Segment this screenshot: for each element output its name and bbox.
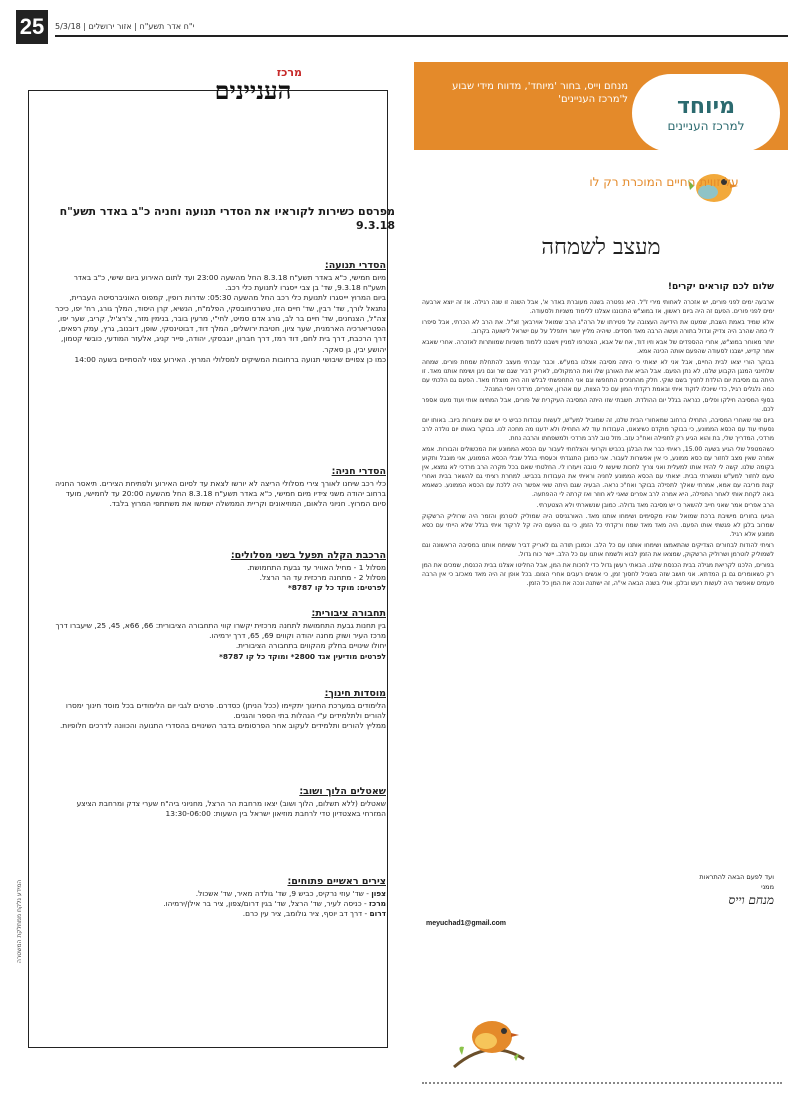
article-greeting: שלום לכם קוראים יקרים!	[667, 282, 774, 292]
section-title: הסדרי חניה:	[331, 466, 386, 477]
header-date-line: 5/3/18 | י"ח אדר תשע"ח | אזור ירושלים	[55, 22, 195, 31]
author-signature: מנחם וייס	[728, 892, 774, 907]
article-paragraph: כשהמטפל שלי הגיע בשעה 15.00, ראיתי כבר את הבלגן בכביש וקרועי והצלחתי לעבור עם הכסא הממונע את המכשולים והבורות. אמא אמרה שאין מצב לחזור עם כסא ממונע, כי אין אפשרות לעבור. אני כמובן התנגדתי וכעסתי בגלל שבלי הכסא הממונע, אני מוגבל ותקוע בקומה שלנו. קשה לי להזיז אותו למעלית ואני צריך לחכות שיעשו לי טובה ויעזרו לי. החלטתי שאם בכל מקרה הרב מרדכי לא נמצא, אין טעם לחזור למע"ש ונשארתי בבית. יצאתי עם הכסא הממונע לחניה וראיתי את העבודות בכביש. למחרת רציתי גם להשאר בבית ואחרי קצת מריבה עם אמא, אמרתי שאלך לתפילה בבוקר ואח"כ נראה. הבעיה שגם היתה שאי אפשר היה ללכת עם הכסא הממונע. כשאמא באה לקחת אותי לאחר התפילה, היא אמרה לרב אפרים שאני לא חוזר ואז קרתה לי ההפתעה.	[422, 446, 774, 499]
section-line: מסלול 2 - מתחנה מרכזית עד הר הרצל.	[259, 573, 386, 583]
section-line: מיום חמישי, כ"א באדר תשע"ח 8.3.18 החל מהשעה 23:00 ועד לתום האירוע ביום שישי, כ"ב באדר תשע"ח 9.3.18, שד' בן צבי ייסגרו לתנועת כלי רכב.	[73, 273, 386, 293]
section-title: שאטלים הלוך ושוב:	[299, 786, 386, 797]
article-signoff	[422, 872, 774, 908]
signoff-line: ועד לפעם הבאה להתראות	[699, 873, 774, 881]
section-open-roads	[54, 876, 386, 920]
section-shuttles	[54, 786, 386, 819]
article-paragraph: הרב אפרים אמר שאני חייב להשאר כי יש מסיבה מאד גדולה. כמובן שנשארתי ולא הצטערתי.	[536, 502, 774, 510]
section-title: הרכבת הקלה תפעל בשני מסלולים:	[230, 550, 386, 561]
banner-subtitle: מנחם וייס, בחור 'מיוחד', מדווח מידי שבוע ל'מרכז העניינים'	[452, 81, 628, 105]
article-paragraph: ארבעה ימים לפני פורים, יש אזכרה לאחותי מירי ז"ל. היא נפטרה בשנה מעוברת באדר א', אבל השנה זו שנה רגילה. אז זה יוצא ארבעה ימים לפני פורים. הפעם זה היה ביום ראשון, אז במוצ"ש התכוננו אצלנו ללימוד משניות ולסעודה.	[422, 299, 774, 316]
section-line: יחולו שינויים בחלק מהקווים בתחבורה הציבורית.	[235, 641, 386, 651]
article-title: מעצב לשמחה	[541, 235, 661, 260]
section-public-transport	[54, 608, 386, 662]
article-paragraph: אלא שמיד באמת השבת, שמענו את הידיעה העצובה על פטירתו של הרה"ג הרב שמואל אוירבאך זצ"ל. את הרב לא הכרתי, אבל סיפרו לי כמה שהרב היה צדיק וגדול בתורה ועשה הרבה מאד חסדים. שיהיה מליץ יושר ויתפלל על עם ישראל לישועה בקרוב.	[422, 319, 774, 336]
article-paragraph: בסוף המסיבה חילקו ופלים, כנראה בגלל יום ההולדת. חשבתי שזו היתה המסיבה העיקרית של פורים, אבל המחיצו אותי ועוד מעט אספר לכם.	[422, 397, 774, 414]
article-paragraph: ביום שני שאחרי המסיבה, התחילו ברחוב שמאחורי הבית שלנו, זה שמוביל למע"ש, לעשות עבודות כביש כי יש שם ציוגורות ביוב. באותו יום נסעתי עוד עם הכסא הממונע, כי בבוקר מוקדם כשיצאנו, העבודות עוד לא התחילו ולא ידענו מה מחכה לנו. בבוקר באותו יום נולדה לרב מרדכי, המדריך שלי, בת והוא הגיע רק לתפילה ואח"כ עזב. מזל טוב לרב מרדכי ולמשפחתו והרבה נחת.	[422, 417, 774, 443]
article-paragraph: יותר מאוחר במוצ"ש, אחרי ההספדים של אבא וזיו דוד, אח של אבא, הצטרפו למניין וישבנו ללמוד משניות שמוותרות לאזכרה. אחרי שאבא אמר קדיש, ישבנו לסעודה שהפעם אותה הכינה אמא.	[422, 339, 774, 356]
section-line: ביום המרוץ יייסגרו לתנועת כלי רכב החל מהשעה 05:30: שדרות רופין, קמפוס האוניברסיטה העברית, נתנאל לורך, שד' רבין, שד' חיים הזז, טשרניחובסקי, הפלמ"ח, הנשיא, קרן היסוד, המלך גורג, רח' יפו, כיכר צה"ל, הצנחנים, שד' חיים בר לב, גורג אדם סמיט, לחי"י, מרעין בובר, בנימין מזר, צ'רצ'יל, קריב, שער יפו, הפטריארכיה הארמנית, שער ציון, חטיבת ירושלים, המלך דוד, דבוטינסקי, שופן, דובנוב, גרץ, עמק רפאים, דרך הרכבת, דרך בית לחם, דוד רמז, דרך חברון, יוגבסקי, יהודה, פייר קניג, אלעזר המודעי, כובשי קטמון, יהושע יבין, גן סאקר.	[55, 293, 386, 354]
bird-illustration-icon	[444, 997, 534, 1072]
section-education	[54, 688, 386, 732]
column-logo-title: מיוחד	[677, 93, 735, 119]
column-article	[414, 62, 788, 1094]
section-traffic	[54, 260, 386, 365]
author-email[interactable]: meyuchad1@gmail.com	[426, 920, 506, 927]
article-body	[422, 298, 774, 818]
route-item: צפון - שד' עוזי נרקיס, כביש 9, שד' גולדה מאיר, שד' אשכול.	[195, 889, 386, 898]
column-tagline: על זווית החיים המוכרת רק לו	[589, 175, 739, 189]
section-info: לפרטים מודיעין אגד 2800* ומוקד כל קו 8787*	[219, 651, 386, 661]
section-parking	[54, 466, 386, 510]
article-paragraph: בבוקר הורי יצאו לבית החיים, אבל אני לא יצאתי כי היתה מסיבה אצלנו במע"ש. וכבר עברתי מעצב להתחלת שמחת פורים. שמחה שלחינגי המנגן הקבוע שלנו, לא נתן הפעם. אבל הביא את האורגן שלו ואת הרמקולים, לאריק דביר שגם שר וגם ניגן ושימח אותנו מאד. זו היתה גם מסיבת יום הולדת לחניך בשם שוקי. חלק מהחניכים התחפשו וגם אני התחפשתי לבלש וזה היה מוצלח מאד. הפעם גם הלכתי עם כמה נלגלים רגיל, כדי שיוכלו לזקוד איתי ובאמת רקדתי המון עם כל הצוות, עם אהרון, אפרים, מרדכי ויוסי המנהל.	[422, 359, 774, 394]
section-title: הסדרי תנועה:	[324, 260, 386, 271]
section-line: הלימודים במערכת החינוך יתקיימו (ככל הניתן) כסדרם. פרטים לגבי יום הלימודים בכל מוסד חינוך ימסרו להורים ולתלמידים ע"י הנהלות בתי הספר והגנים.	[65, 701, 386, 721]
section-line: ממליץ להורים ותלמידים לעקוב אחר הפרסומים בדבר השינויים בהסדרי התנועה והכוונה לדרכים חלופיות.	[60, 721, 386, 731]
section-title: תחבורה ציבורית:	[311, 608, 386, 619]
vertical-credit-note: המידע נלקח ממחלקת המשטרה	[16, 880, 23, 964]
article-paragraph: בפורים, הלכנו לקריאת מגילה בבית הכנסת שלנו. הבאתי רעשן גדול כדי לחכות את המן, אבל החליטו אצלנו בבית הכנסת, שמכים את המן רק כשאומרים גם בן המדתא. אני חושב שזה בשביל לחסוך זמן, כי אנשים רעבים אחרי הצום. בכל אופן זה היה מאד מאכזב כי אין הרבה פעמים שאפשר היה לעשות רעש ובלגן. אולי בשנה הבאה אי"ה, זה ישתנה ונכה את המן כל הזמן.	[422, 562, 774, 588]
article-paragraph: רציתי להודות לבחורים הצדיקים שהתאמצו ושימחו אותנו עם כל הלב. וכמובן תודה גם לאריק דביר ששימח אותנו במסיבה הראשונה וגם לשמוליק לוטרמן ושרוליק הרשקוק, שמצאו את הזמן לבוא ולשמח אותנו עם כל הלב. יישר כוח גדול.	[422, 542, 774, 559]
route-item: מרכז - כניסה לעיר, שד' הרצל, שד' בגין דרום/צפון, ציר בר אילן/ירמיהו.	[163, 899, 386, 909]
dotted-divider	[422, 1082, 782, 1084]
section-line: כלי רכב שיחנו לאורך צירי מסלולי הריצה לא יורשו לצאת עד לסיום האירוע ולפתיחת הצירים. תיאסר החניה ברחוב יהודה משני צידיו מיום חמישי, כ"א באדר תשע"ח 8.3.18 החל מהשעה 20:00 עד לחמישי, מועד סיום המרוץ. חניוני הלאום, המוזיאונים וקריית הממשלה ישמשו את משתתפי המרוץ בלבד.	[55, 479, 386, 509]
section-line: מסלול 1 - מחיל האוויר עד גבעת התחמושת.	[247, 563, 386, 572]
header-rule	[55, 35, 788, 37]
column-logo	[632, 74, 780, 152]
logo-main-text: העניינים	[214, 76, 292, 105]
section-line: שאטלים (ללא תשלום, הלוך ושוב) יצאו מרחבת הר הרצל, מחניוני ביה"ח שערי צדק ומרחבת הציצע המזרחי באצטדיון טדי לרחבת מוזיאון ישראל בין השעות: 13:30-06:00	[76, 799, 386, 819]
section-light-rail	[54, 550, 386, 594]
section-line: כמו כן צפויים שיבושי תנועה ברחובות המשיקים למסלולי המרוץ. האירוע צפוי להסתיים בשעה 14:00	[74, 354, 386, 364]
section-title: צירים ראשיים פתוחים:	[287, 876, 386, 887]
section-info: לפרטים: מוקד כל קו 8787*	[287, 583, 386, 593]
column-logo-subtitle: למרכז העניינים	[667, 118, 745, 133]
route-item: דרום - דרך דב יוסף, ציר גולומב, ציר עין כרם.	[242, 909, 386, 919]
section-line: בין תחנות גבעת התחמושת לתחנה מרכזית יקשרו קווי התחבורה הציבורית: 66, 66א, 45, 25, שיעברו דרך מרכז העיר ושוק מחנה יהודה וקווים 69, 65, דרך ירמיהו.	[55, 621, 386, 641]
page-number: 25	[16, 10, 48, 44]
page-header	[0, 0, 803, 52]
signoff-line: ממני	[761, 883, 774, 892]
article-paragraph: הגיעו בחורים מישיבת ברכת שמואל שהיו מקסימים ושימחו אותנו מאד. האורגניסט היה שמוליק לוטרמן והזמר היה שרוליק הרשקוק שמרוב בלגן לא פגשתי אותו הפעם. היה מאד מאד שמח ורקדתי כל הזמן, כי גם הפעם היה קל לרקוד איתי בגלל שלא הייתי עם כסא ממונע אלא רגיל.	[422, 513, 774, 539]
section-title: מוסדות חינוך:	[324, 688, 386, 699]
column-banner	[414, 62, 788, 150]
logo-small-text: מרכז	[276, 66, 302, 79]
publication-logo	[200, 67, 306, 105]
notice-headline: מפרסם כשירות לקוראיו את הסדרי תנועה וחניה כ"ב באדר תשע"ח 9.3.18	[59, 205, 395, 233]
